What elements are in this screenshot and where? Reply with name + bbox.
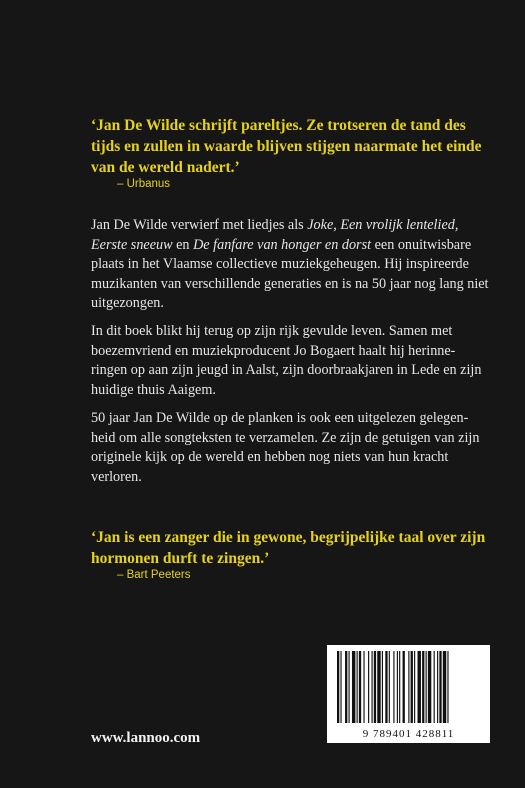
song-title-fanfare: De fanfare van honger en dorst [193,236,372,253]
barcode-bar [340,651,341,723]
paragraph-intro-text-3: een onuitwisbare plaats in het Vlaamse collectieve muziekgeheugen. Hij inspireerde muzikanten van verschillende generaties en is na 50 jaar nog lang niet uitgezongen. [91,236,489,311]
isbn-digits: 9 789401 428811 [362,728,455,740]
barcode-bar [382,651,383,723]
barcode-bar [428,651,431,723]
song-titles-1: Joke, Een vrolijk lentelied, Eerste sneeuw [91,217,459,253]
barcode-bar [352,651,355,723]
barcode-bar [434,651,435,723]
paragraph-intro-text-1: Jan De Wilde verwierf met liedjes als [91,217,308,233]
barcode-bar [372,651,373,723]
barcode-bar [403,651,405,723]
paragraph-intro [91,216,491,314]
barcode-bar [414,651,415,723]
barcode-bar [437,651,438,723]
barcode-bar [337,651,339,723]
barcode-bar [357,651,358,723]
barcode-bar [359,651,361,723]
quote-attribution-bart-peeters: – Bart Peeters [117,569,191,581]
barcode-bar [377,651,380,723]
paragraph-intro-text-2: en [172,236,194,253]
barcode-bar [389,651,390,723]
quote-urbanus: ‘Jan De Wilde schrijft pareltjes. Ze trotseren de tand des tijds en zullen in waarde blijven stijgen naarmate het einde van de wereld nadert.’ [91,117,482,176]
barcode-bar [393,651,394,723]
barcode-bar [422,651,424,723]
barcode-bar [408,651,409,723]
barcode-bar [443,651,446,723]
barcode-bar [385,651,387,723]
publisher-website[interactable]: www.lannoo.com [91,730,201,746]
barcode-bar [439,651,441,723]
barcode-bar [399,651,400,723]
paragraph-book: In dit boek blikt hij terug op zijn rijk gevulde leven. Samen met boezemvriend en muziekproducent Jo Bogaert haalt hij herinne-ringen op aan zijn jeugd in Aalst, zijn doorbraakjaren in Lede en zijn huidige thuis Aaigem. [91,323,482,398]
paragraph-songtexts: 50 jaar Jan De Wilde op de planken is ook een uitgelezen gelegen-heid om alle songteksten te verzamelen. Ze zijn de getuigen van zijn originele kijk op de wereld en hebben nog niets van hun kracht verloren. [91,410,480,485]
barcode-bar [397,651,398,723]
barcode-bar [363,651,364,723]
barcode-bar [411,651,413,723]
barcode-bar [447,651,448,723]
barcode-bar [374,651,376,723]
isbn-barcode [327,645,490,743]
barcode-bar [349,651,350,723]
quote-attribution-urbanus: – Urbanus [117,178,171,190]
quote-bart-peeters: ‘Jan is een zanger die in gewone, begrijpelijke taal over zijn hormonen durft te zingen.’ [91,529,486,567]
barcode-bar [426,651,427,723]
barcode-bar [345,651,347,723]
barcode-bar [368,651,369,723]
barcode-bar [418,651,421,723]
